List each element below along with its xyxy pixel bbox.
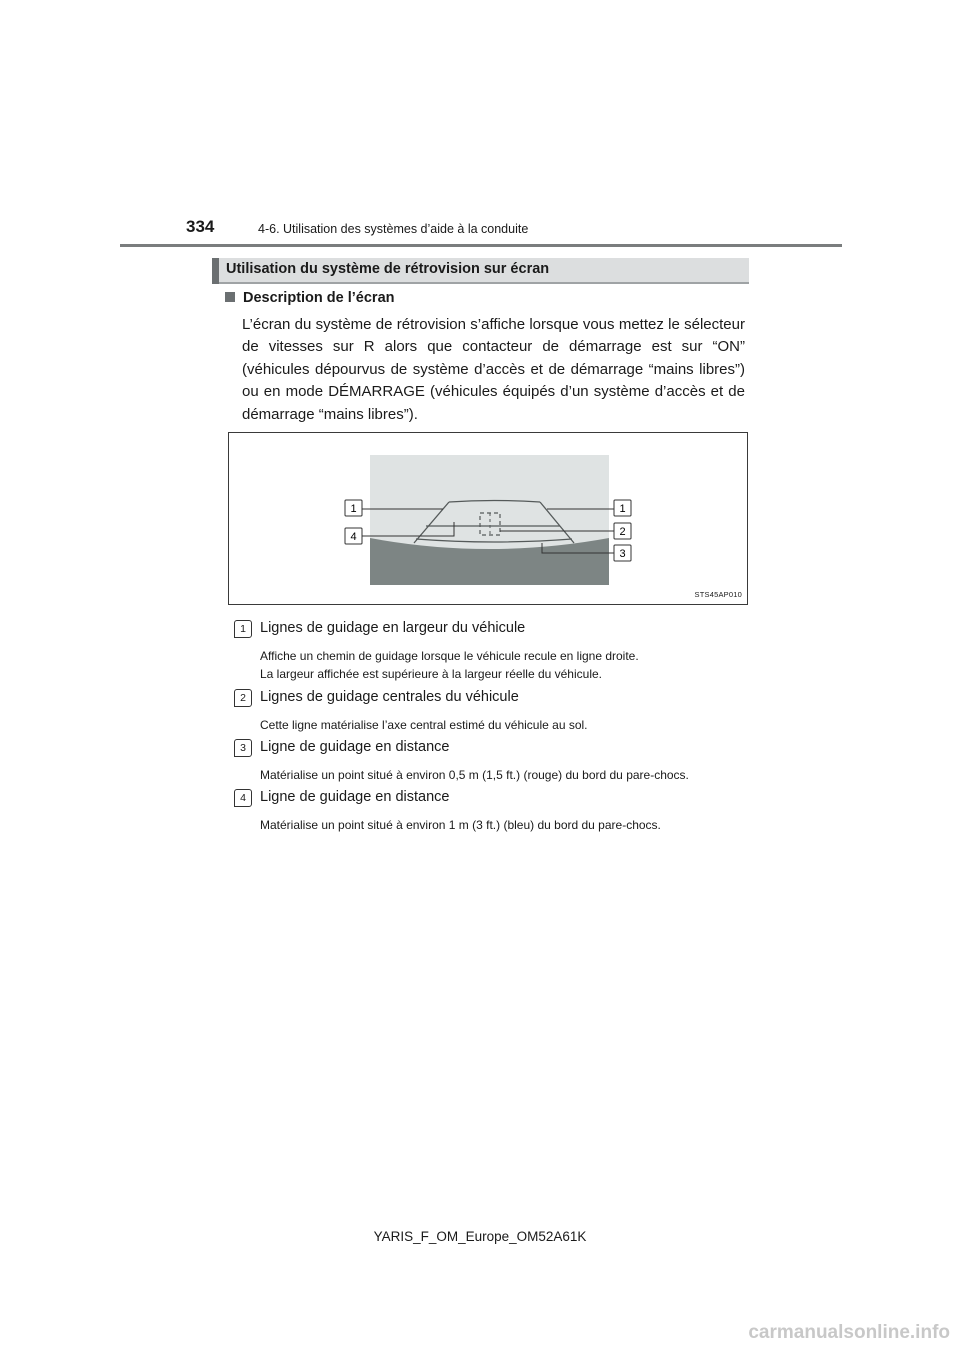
watermark: carmanualsonline.info — [748, 1322, 950, 1343]
item-number-badge: 2 — [234, 689, 252, 707]
callout-1-left — [345, 500, 362, 516]
figure-code: STS45AP010 — [694, 590, 742, 599]
callout-3 — [614, 545, 631, 561]
item-title: Lignes de guidage centrales du véhicule — [260, 689, 519, 705]
document-id: YARIS_F_OM_Europe_OM52A61K — [373, 1229, 587, 1244]
item-description-line: Affiche un chemin de guidage lorsque le véhicule recule en ligne droite. — [260, 649, 639, 663]
item-number-badge: 3 — [234, 739, 252, 757]
rear-view-diagram — [229, 433, 749, 606]
rear-view-screen-figure — [228, 432, 748, 605]
callout-label: 3 — [619, 548, 626, 560]
item-description-line: Matérialise un point situé à environ 0,5 m (1,5 ft.) (rouge) du bord du pare-chocs. — [260, 768, 689, 782]
item-title: Lignes de guidage en largeur du véhicule — [260, 620, 526, 636]
item-number-badge: 1 — [234, 620, 252, 638]
item-description — [260, 717, 588, 735]
callout-1-right — [614, 500, 631, 516]
body-paragraph: L’écran du système de rétrovision s’affiche lorsque vous mettez le sélecteur de vitesses sur R alors que contacteur de démarrage est sur “ON” (véhicules dépourvus de système d’accès et de démarrage “mains libres”) ou en mode DÉMARRAGE (véhicules équipés d’un système d’accès et de démarrage “mains libres”). — [242, 316, 745, 423]
page-number: 334 — [186, 217, 215, 236]
callout-label: 4 — [350, 531, 357, 543]
subsection-heading-text: Description de l’écran — [243, 290, 395, 306]
callout-label: 1 — [350, 503, 357, 515]
header-rule — [120, 244, 842, 247]
section-heading — [212, 258, 749, 284]
item-title: Ligne de guidage en distance — [260, 739, 450, 755]
item-description — [260, 648, 639, 683]
item-description-line: Cette ligne matérialise l’axe central estimé du véhicule au sol. — [260, 718, 588, 732]
callout-label: 1 — [619, 503, 626, 515]
chapter-title: 4-6. Utilisation des systèmes d’aide à la conduite — [258, 222, 529, 236]
square-bullet-icon — [225, 292, 235, 302]
item-description-line: Matérialise un point situé à environ 1 m (3 ft.) (bleu) du bord du pare-chocs. — [260, 818, 661, 832]
item-description-line: La largeur affichée est supérieure à la largeur réelle du véhicule. — [260, 666, 602, 681]
callout-4 — [345, 528, 362, 544]
section-heading-text: Utilisation du système de rétrovision sur écran — [226, 261, 550, 277]
subsection-heading — [225, 290, 395, 306]
callout-2 — [614, 523, 631, 539]
item-title: Ligne de guidage en distance — [260, 789, 450, 805]
item-number-badge: 4 — [234, 789, 252, 807]
heading-marker — [212, 258, 219, 284]
item-description — [260, 767, 689, 785]
callout-label: 2 — [619, 526, 626, 538]
item-description — [260, 817, 661, 835]
